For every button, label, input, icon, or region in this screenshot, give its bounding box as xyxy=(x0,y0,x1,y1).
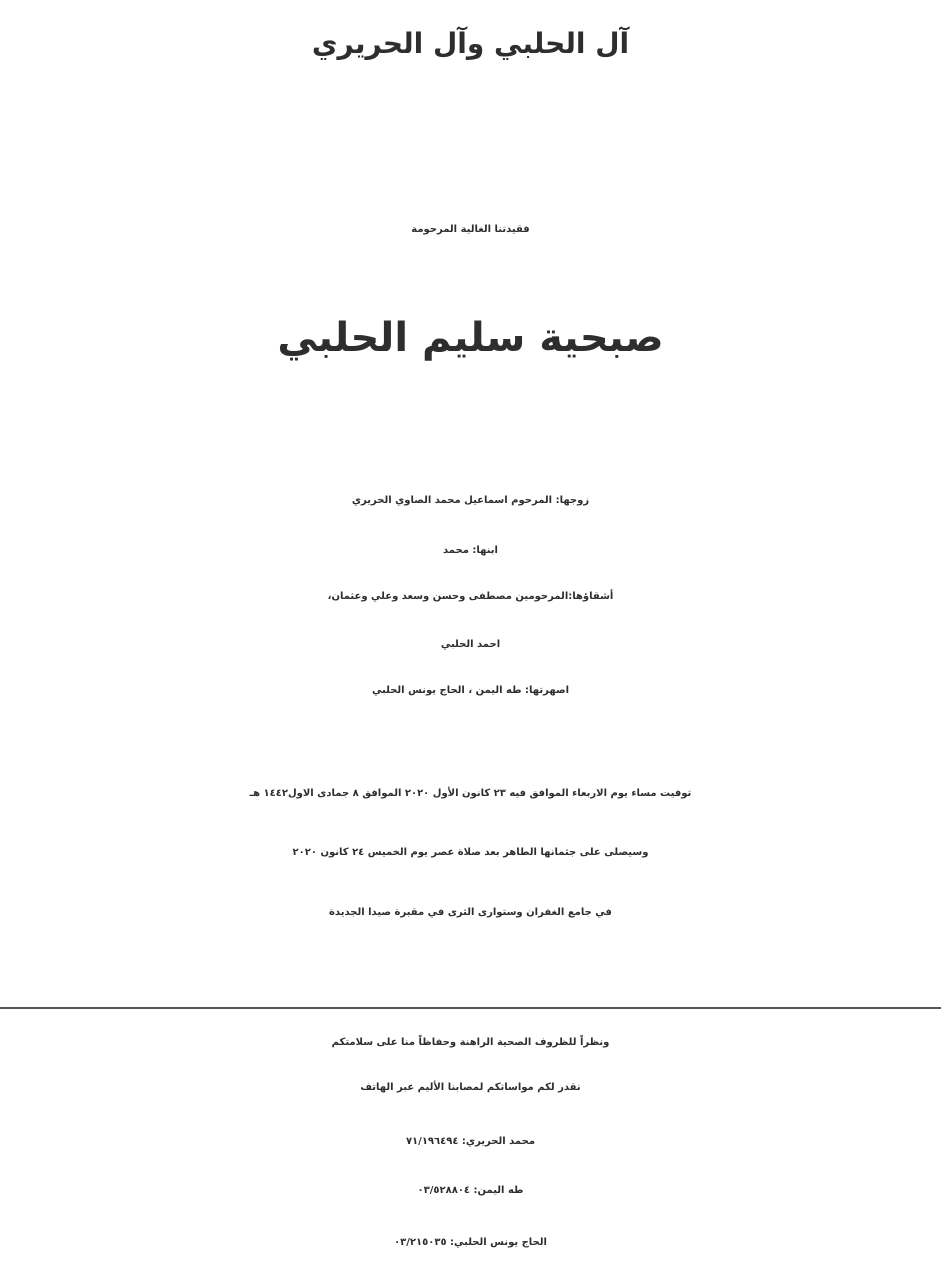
contact-line: الحاج يونس الحلبي: ٠٣/٢١٥٠٣٥ xyxy=(394,1237,547,1248)
siblings-line: أشقاؤها:المرحومين مصطفى وحسن وسعد وعلي وعثمان، xyxy=(327,591,614,602)
burial-line: في جامع الغفران وستوارى الثرى في مقبرة صيدا الجديدة xyxy=(329,907,612,918)
section-divider xyxy=(0,1007,941,1009)
deceased-name: صبحية سليم الحلبي xyxy=(277,315,664,361)
prayer-line: وسيصلى على جثمانها الطاهر بعد صلاة عصر يوم الخميس ٢٤ كانون ٢٠٢٠ xyxy=(292,847,649,858)
in-laws-line: اصهرتها: طه اليمن ، الحاج يونس الحلبي xyxy=(371,685,570,696)
husband-line: زوجها: المرحوم اسماعيل محمد الصاوي الحريري xyxy=(351,495,590,506)
siblings-continued-line: احمد الحلبي xyxy=(440,639,501,650)
condolence-note-1: ونظراً للظروف الصحية الراهنة وحفاظاً منا على سلامتكم xyxy=(331,1037,610,1048)
contact-line: طه اليمن: ٠٣/٥٢٨٨٠٤ xyxy=(417,1185,524,1196)
intro-text: فقيدتنا الغالية المرحومة xyxy=(411,224,530,235)
families-heading: آل الحلبي وآل الحريري xyxy=(311,27,630,60)
contact-line: محمد الحريري: ٧١/١٩٦٤٩٤ xyxy=(405,1136,536,1147)
condolence-note-2: نقدر لكم مواساتكم لمصابنا الأليم عبر الهاتف xyxy=(360,1082,581,1093)
death-date-line: توفيت مساء يوم الاربعاء الموافق فيه ٢٣ كانون الأول ٢٠٢٠ الموافق ٨ جمادى الاول١٤٤٢ هـ xyxy=(249,788,692,799)
son-line: ابنها: محمد xyxy=(443,545,498,556)
